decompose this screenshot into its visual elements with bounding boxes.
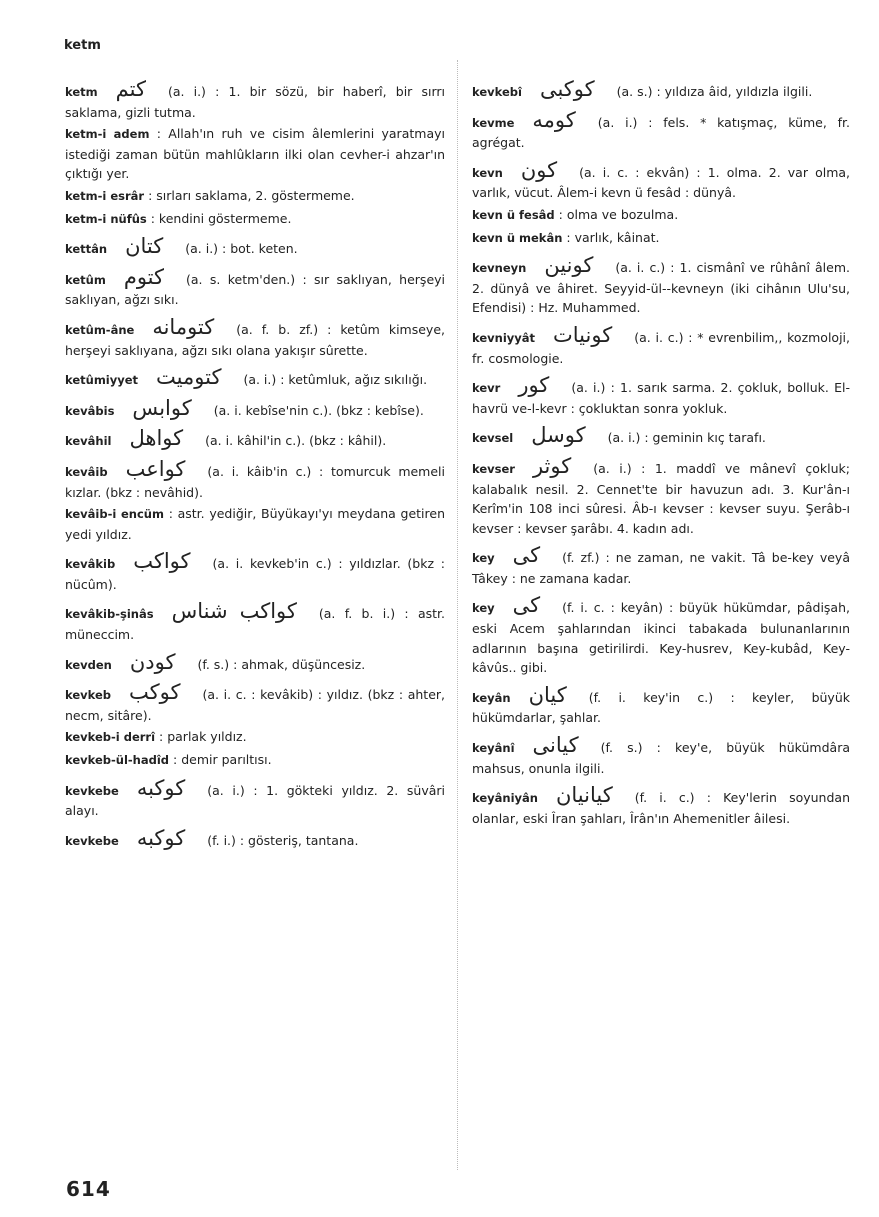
headword: key [472,551,495,566]
arabic-script: كواكب شناس [171,599,297,624]
dictionary-entry [65,314,445,360]
headword: kevkeb-i derrî [65,730,156,745]
headword: kevr [472,381,501,396]
dictionary-entry [65,775,445,821]
definition: (a. i.) : 1. maddî ve mânevî çokluk; kalabalık nesil. 2. Cennet'te bir havuzun adı. 3. Kur'ân-ı Kerîm'in 108 inci sûresi. Âb-ı kevser : kevser suyu. Şerâb-ı kevser : kevser şarâbı. 4. kadın adı. [472,460,850,536]
definition: (f. i. key'in c.) : keyler, büyük hükümdarlar, şahlar. [472,689,850,726]
definition: (a. i. c. : kevâkib) : yıldız. (bkz : ahter, necm, sitâre). [65,687,445,723]
subentry [65,750,445,771]
running-head: ketm [64,38,101,53]
definition: (f. i. c.) : Key'lerin soyundan olanlar, eski Îran şahları, Îrân'ın Ahemenitler âilesi. [472,790,850,826]
headword: kevâbis [65,403,115,418]
definition: : demir parıltısı. [173,752,272,768]
definition: (f. i. c. : keyân) : büyük hükümdar, pâdişah, eski Acem şahlarından ikinci tabakada bulunanlarının adlarının başına getirilirdi. Key-husrev, Key-kubâd, Key-kâvûs.. gibi. [472,600,850,676]
arabic-script: كتومانه [152,314,215,339]
headword: kevn ü mekân [472,230,563,245]
definition: (a. i.) : 1. sarık sarma. 2. çokluk, bolluk. El-havrü ve-l-kevr : çokluktan sonra yokluk. [472,380,850,416]
subentry [65,504,445,544]
headword: kevser [472,461,515,476]
dictionary-entry [65,549,445,594]
arabic-script: كتوم [123,264,164,289]
right-column [472,77,850,828]
subentry [65,727,445,748]
arabic-script: كونيات [553,322,613,347]
headword: ketûmiyyet [65,373,139,388]
dictionary-entry [65,456,445,502]
definition: : Allah'ın ruh ve cisim âlemlerini yaratmayı istediği zaman bütün mahlûkların ilki olan cevher-i ahzar'ın çıktığı yer. [65,126,445,182]
dictionary-entry [472,543,850,588]
dictionary-entry [472,77,850,103]
dictionary-entry [65,599,445,644]
headword: kevden [65,657,112,672]
column-divider [457,60,458,1170]
definition: (a. f. b. i.) : astr. müneccim. [65,606,445,643]
headword: kevâkib [65,557,116,572]
definition: : sırları saklama, 2. göstermeme. [148,187,355,203]
headword: kevsel [472,431,514,446]
dictionary-entry [65,395,445,422]
dictionary-entry [472,682,850,728]
subentry [472,228,850,249]
arabic-script: كوكب [129,680,181,705]
arabic-script: كتوميت [156,365,222,390]
headword: kevniyyât [472,330,536,345]
arabic-script: كواهل [129,426,184,451]
definition: (a. i.) : bot. keten. [185,241,298,257]
definition: (f. s.) : ahmak, düşüncesiz. [197,656,366,672]
definition: (f. s.) : key'e, büyük hükümdâra mahsus, onunla ilgili. [472,740,850,776]
definition: (a. i. c. : ekvân) : 1. olma. 2. var olma, varlık, vücut. Âlem-i kevn ü fesâd : dünyâ. [472,164,850,201]
dictionary-entry [472,107,850,153]
definition: : kendini göstermeme. [150,210,292,226]
dictionary-entry [65,234,445,260]
arabic-script: كتم [115,77,146,101]
dictionary-entry [472,733,850,778]
arabic-script: كوكبه [136,775,186,800]
arabic-script: كيانيان [555,783,613,808]
dictionary-entry [472,423,850,449]
dictionary-entry [472,373,850,418]
arabic-script: كور [518,373,550,398]
headword: ketm-i nüfûs [65,211,147,226]
arabic-script: كوكبه [136,825,186,850]
headword: ketm [65,85,98,99]
arabic-script: كون [520,157,558,182]
definition: (a. f. b. zf.) : ketûm kimseye, herşeyi saklıyana, ağzı sıkı olana yakışır sûrette. [65,321,445,358]
headword: ketûm-âne [65,322,135,337]
arabic-script: كوثر [532,453,572,478]
arabic-script: كوسل [531,423,586,448]
subentry [65,186,445,207]
arabic-script: كواكب [133,549,191,574]
headword: keyâniyân [472,791,538,806]
definition: (a. i. kâib'in c.) : tomurcuk memeli kızlar. (bkz : nevâhid). [65,463,445,500]
headword: kevâkib-şinâs [65,607,154,622]
dictionary-entry [65,649,445,676]
definition: (a. i. c.) : * evrenbilim,, kozmoloji, fr. cosmologie. [472,329,850,366]
headword: kevn ü fesâd [472,207,555,222]
headword: kevme [472,115,515,130]
dictionary-entry [65,426,445,452]
arabic-script: كى [512,593,541,618]
dictionary-entry [472,593,850,677]
headword: kevâib-i encüm [65,507,164,522]
dictionary-entry [472,322,850,368]
definition: (a. i.) : fels. * katışmaç, küme, fr. agrégat. [472,114,850,151]
arabic-script: كودن [129,649,176,674]
definition: : olma ve bozulma. [558,206,679,222]
headword: kevkeb [65,688,112,703]
definition: (a. s. ketm'den.) : sır saklıyan, herşeyi saklıyan, ağzı sıkı. [65,271,445,308]
headword: kevneyn [472,261,527,276]
headword: kevkebe [65,833,119,848]
definition: : varlık, kâinat. [566,229,660,245]
arabic-script: كيان [528,682,567,707]
arabic-script: كوكبى [539,77,595,101]
headword: key [472,601,495,616]
headword: kevkebî [472,85,522,99]
dictionary-entry [65,680,445,725]
dictionary-entry [65,77,445,122]
dictionary-entry [65,825,445,852]
dictionary-entry [472,453,850,538]
definition: (a. i.) : 1. bir sözü, bir haberî, bir sırrı saklama, gizli tutma. [65,84,445,120]
definition: : astr. yediğir, Büyükayı'yı meydana getiren yedi yıldız. [65,506,445,542]
definition: (a. i.) : 1. gökteki yıldız. 2. süvâri alayı. [65,782,445,819]
headword: keyânî [472,741,515,756]
arabic-script: كومه [532,107,576,132]
definition: (a. i. kebîse'nin c.). (bkz : kebîse). [213,402,424,418]
arabic-script: كيانى [532,733,579,758]
headword: ketm-i esrâr [65,188,145,203]
headword: kettân [65,242,108,257]
headword: kevâib [65,464,108,479]
definition: (a. i. kâhil'in c.). (bkz : kâhil). [205,433,387,449]
headword: ketûm [65,272,106,287]
dictionary-entry [65,264,445,310]
subentry [472,205,850,226]
definition: (f. i.) : gösteriş, tantana. [207,832,359,848]
arabic-script: كى [512,543,541,568]
left-column [65,77,445,851]
page-number: 614 [66,1177,111,1201]
subentry [65,124,445,184]
headword: keyân [472,690,511,705]
headword: kevn [472,165,503,180]
arabic-script: كتان [125,234,164,259]
arabic-script: كونين [544,253,594,278]
dictionary-entry [472,253,850,318]
arabic-script: كوابس [132,395,192,420]
headword: ketm-i adem [65,127,150,142]
dictionary-entry [65,365,445,391]
definition: (a. i.) : geminin kıç tarafı. [607,430,766,446]
headword: kevâhil [65,434,112,449]
definition: : parlak yıldız. [159,729,247,745]
definition: (f. zf.) : ne zaman, ne vakit. Tâ be-key veyâ Tâkey : ne zamana kadar. [472,550,850,586]
definition: (a. s.) : yıldıza âid, yıldızla ilgili. [616,84,813,99]
dictionary-entry [472,157,850,203]
dictionary-entry [472,783,850,828]
definition: (a. i.) : ketûmluk, ağız sıkılığı. [243,372,428,388]
headword: kevkeb-ül-hadîd [65,753,170,768]
headword: kevkebe [65,783,119,798]
definition: (a. i. kevkeb'in c.) : yıldızlar. (bkz : nücûm). [65,556,445,592]
definition: (a. i. c.) : 1. cismânî ve rûhânî âlem. 2. dünyâ ve âhiret. Seyyid-ül--kevneyn (iki cihânın Ulu'su, Efendisi) : Hz. Muhammed. [472,260,850,316]
subentry [65,209,445,230]
arabic-script: كواعب [125,456,186,481]
